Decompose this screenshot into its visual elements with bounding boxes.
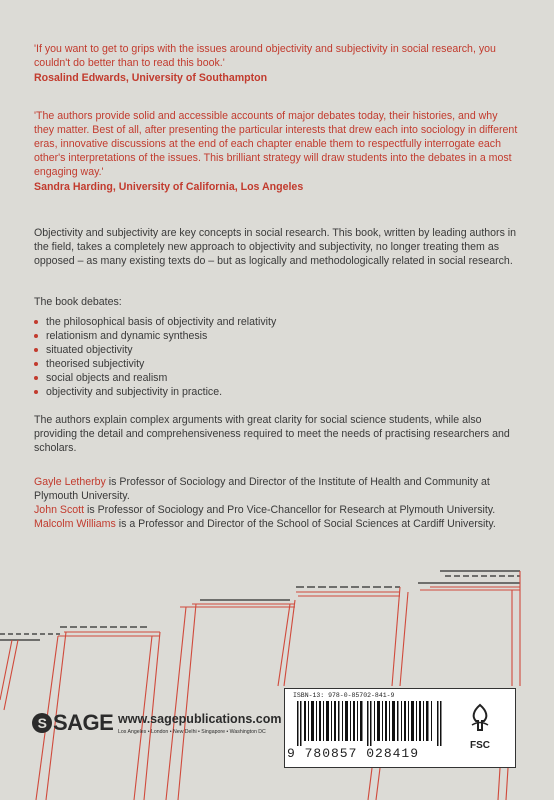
description-text: Objectivity and subjectivity are key concepts in social research. This book, written by leading authors in the field, takes a completely new approach to objectivity and subjectivity, no longer treating them as opposed – as many existing texts do – but as logically and methodologically related in social research. — [34, 227, 517, 267]
sage-mark-icon: S — [32, 713, 52, 733]
debates-intro: The book debates: — [34, 296, 122, 308]
list-item: relationism and dynamic synthesis — [34, 329, 519, 343]
quote-attribution: Sandra Harding, University of California, Los Angeles — [34, 181, 304, 193]
fsc-tree-icon — [463, 701, 497, 735]
author-bio: John Scott is Professor of Sociology and Pro Vice-Chancellor for Research at Plymouth University. — [34, 504, 496, 516]
publisher-url: www.sagepublications.com — [118, 712, 282, 726]
barcode-icon — [297, 701, 447, 746]
author-name: Malcolm Williams — [34, 518, 116, 530]
sage-logo: S SAGE — [32, 710, 113, 736]
author-bio: Malcolm Williams is a Professor and Director of the School of Social Sciences at Cardiff University. — [34, 518, 496, 530]
author-name: Gayle Letherby — [34, 476, 106, 488]
quote-text: 'The authors provide solid and accessible accounts of major debates today, their histories, and why they matter. Best of all, after presenting the particular interests that drew each into sociology in different eras, innovative discussions at the end of each chapter enable them to respectfully interrogate each other's interpretations of the issues. This brilliant strategy will draw students into the debates in a most engaging way.' — [34, 110, 518, 178]
author-bio: Gayle Letherby is Professor of Sociology and Director of the Institute of Health and Community at Plymouth University. — [34, 476, 490, 502]
fsc-certification — [459, 701, 501, 757]
publisher-cities: Los Angeles • London • New Delhi • Singapore • Washington DC — [118, 729, 266, 735]
list-item: the philosophical basis of objectivity and relativity — [34, 315, 519, 329]
quote-text: 'If you want to get to grips with the issues around objectivity and subjectivity in social research, you couldn't do better than to read this book.' — [34, 43, 496, 69]
author-name: John Scott — [34, 504, 85, 516]
isbn-label: ISBN-13: 978-0-85702-841-9 — [293, 692, 395, 699]
barcode-number: 9 780857 028419 — [287, 746, 420, 761]
quote-attribution: Rosalind Edwards, University of Southampton — [34, 72, 268, 84]
closing-text: The authors explain complex arguments with great clarity for social science students, while also providing the detail and comprehensiveness required to meet the needs of practising researchers and scholars. — [34, 414, 510, 454]
barcode-panel — [284, 688, 516, 768]
fsc-label: FSC — [470, 740, 490, 751]
list-item: social objects and realism — [34, 371, 519, 385]
list-item: theorised subjectivity — [34, 357, 519, 371]
list-item: objectivity and subjectivity in practice. — [34, 385, 519, 399]
list-item: situated objectivity — [34, 343, 519, 357]
